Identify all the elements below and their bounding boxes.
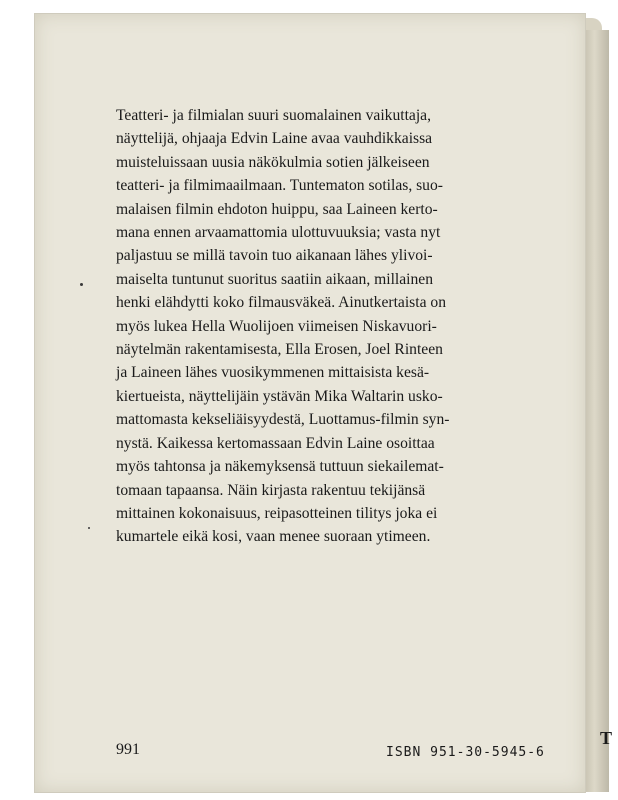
blurb-line: muisteluissaan uusia näkökulmia sotien jälkeiseen bbox=[116, 153, 430, 171]
blurb-line: henki elähdytti koko filmausväkeä. Ainutkertaista on bbox=[116, 294, 446, 312]
blurb-line: näyttelijä, ohjaaja Edvin Laine avaa vauhdikkaissa bbox=[116, 130, 433, 148]
spine-letter: T bbox=[600, 728, 613, 748]
catalog-code: 991 bbox=[116, 741, 140, 758]
blurb-line: maiselta tuntunut suoritus saatiin aikaan, millainen bbox=[116, 270, 434, 288]
blurb-line: malaisen filmin ehdoton huippu, saa Laineen kerto- bbox=[116, 200, 438, 218]
blurb-line: Teatteri- ja filmialan suuri suomalainen vaikuttaja, bbox=[116, 107, 432, 124]
blurb-line: teatteri- ja filmimaailmaan. Tuntematon sotilas, suo- bbox=[116, 177, 443, 195]
dust-speck bbox=[88, 527, 90, 529]
blurb-line: mana ennen arvaamattomia ulottuvuuksia; vasta nyt bbox=[116, 224, 441, 242]
blurb-text bbox=[116, 104, 516, 549]
blurb-line: kumartele eikä kosi, vaan menee suoraan ytimeen. bbox=[116, 528, 431, 546]
isbn-label: ISBN 951-30-5945-6 bbox=[386, 745, 545, 760]
blurb-line: mattomasta kekseliäisyydestä, Luottamus-filmin syn- bbox=[116, 411, 450, 429]
book-spine bbox=[584, 30, 609, 792]
dust-speck bbox=[80, 283, 83, 286]
blurb-line: kiertueista, näyttelijäin ystävän Mika Waltarin usko- bbox=[116, 387, 443, 405]
blurb-line: ja Laineen lähes vuosikymmenen mittaisista kesä- bbox=[116, 364, 430, 382]
blurb-line: tomaan tapaansa. Näin kirjasta rakentuu tekijänsä bbox=[116, 481, 426, 499]
blurb-line: paljastuu se millä tavoin tuo aikanaan lähes ylivoi- bbox=[116, 247, 433, 265]
blurb-line: nystä. Kaikessa kertomassaan Edvin Laine osoittaa bbox=[116, 434, 435, 452]
blurb-line: näytelmän rakentamisesta, Ella Erosen, Joel Rinteen bbox=[116, 341, 443, 359]
blurb-line: mittainen kokonaisuus, reipasotteinen tilitys joka ei bbox=[116, 504, 438, 522]
blurb-line: myös lukea Hella Wuolijoen viimeisen Niskavuori- bbox=[116, 317, 437, 335]
blurb-line: myös tahtonsa ja näkemyksensä tuttuun siekailemat- bbox=[116, 458, 444, 476]
